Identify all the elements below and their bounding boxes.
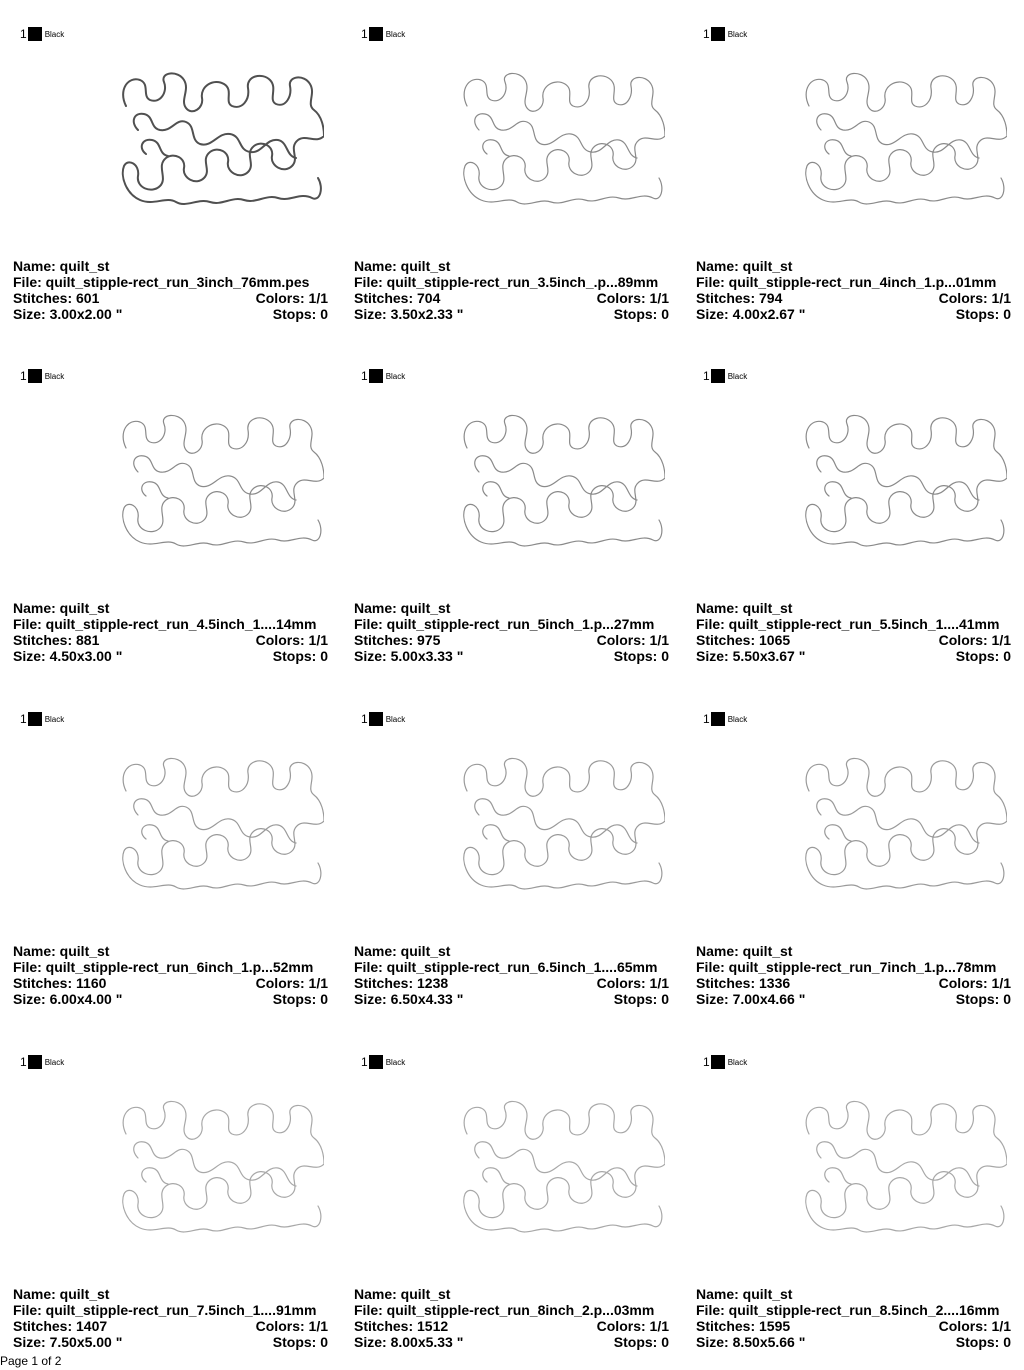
design-card: [341, 685, 683, 1027]
design-size: Size: 3.00x2.00 ": [13, 306, 123, 322]
stipple-design-preview: [461, 412, 665, 552]
design-info: [354, 258, 669, 322]
stipple-design-preview: [803, 412, 1007, 552]
design-file: File: quilt_stipple-rect_run_7.5inch_1....91mm: [13, 1302, 317, 1318]
design-colors: Colors: 1/1: [255, 975, 328, 991]
stipple-stitch-line: [464, 415, 665, 546]
stipple-stitch-line: [123, 415, 324, 546]
design-stops: Stops: 0: [613, 648, 669, 664]
design-info: [354, 943, 669, 1007]
thread-legend: [20, 26, 64, 42]
thread-color-name: Black: [385, 371, 406, 381]
design-card: [683, 1028, 1024, 1370]
design-stitches: Stitches: 1065: [696, 632, 791, 648]
design-info: [13, 1286, 328, 1350]
design-info: [354, 1286, 669, 1350]
design-card: [0, 342, 342, 684]
thread-color-swatch: [369, 712, 383, 726]
thread-color-name: Black: [44, 29, 65, 39]
design-name: Name: quilt_st: [354, 258, 451, 274]
design-info: [696, 258, 1011, 322]
design-size: Size: 8.00x5.33 ": [354, 1334, 464, 1350]
design-stops: Stops: 0: [272, 648, 328, 664]
design-name: Name: quilt_st: [354, 943, 451, 959]
design-info: [13, 258, 328, 322]
thread-color-swatch: [28, 1055, 42, 1069]
design-info: [13, 943, 328, 1007]
thread-number: 1: [361, 712, 368, 726]
design-stitches: Stitches: 601: [13, 290, 100, 306]
stipple-stitch-line: [123, 1101, 324, 1232]
stipple-pattern-image: [461, 412, 665, 552]
design-colors: Colors: 1/1: [596, 632, 669, 648]
design-file: File: quilt_stipple-rect_run_4.5inch_1....14mm: [13, 616, 317, 632]
thread-color-swatch: [711, 27, 725, 41]
design-card: [341, 342, 683, 684]
design-file: File: quilt_stipple-rect_run_8inch_2.p...03mm: [354, 1302, 655, 1318]
stipple-pattern-image: [461, 70, 665, 210]
design-card: [683, 685, 1024, 1027]
thread-number: 1: [703, 1055, 710, 1069]
design-stops: Stops: 0: [955, 1334, 1011, 1350]
design-size: Size: 8.50x5.66 ": [696, 1334, 806, 1350]
thread-color-swatch: [28, 712, 42, 726]
stipple-pattern-image: [803, 70, 1007, 210]
design-info: [696, 1286, 1011, 1350]
design-colors: Colors: 1/1: [596, 1318, 669, 1334]
design-size: Size: 5.00x3.33 ": [354, 648, 464, 664]
thread-number: 1: [361, 27, 368, 41]
design-size: Size: 6.00x4.00 ": [13, 991, 123, 1007]
thread-color-swatch: [369, 27, 383, 41]
design-colors: Colors: 1/1: [938, 632, 1011, 648]
design-stops: Stops: 0: [955, 648, 1011, 664]
thread-number: 1: [20, 27, 27, 41]
thread-color-swatch: [28, 27, 42, 41]
thread-color-name: Black: [44, 1057, 65, 1067]
thread-number: 1: [703, 27, 710, 41]
design-stitches: Stitches: 1238: [354, 975, 449, 991]
design-info: [354, 600, 669, 664]
design-name: Name: quilt_st: [354, 600, 451, 616]
design-stitches: Stitches: 1595: [696, 1318, 791, 1334]
stipple-stitch-line: [123, 758, 324, 889]
design-card: [683, 0, 1024, 342]
design-info: [696, 600, 1011, 664]
design-colors: Colors: 1/1: [938, 1318, 1011, 1334]
design-name: Name: quilt_st: [696, 943, 793, 959]
thread-legend: [20, 711, 64, 727]
thread-color-name: Black: [44, 371, 65, 381]
design-size: Size: 6.50x4.33 ": [354, 991, 464, 1007]
stipple-design-preview: [120, 755, 324, 895]
design-stops: Stops: 0: [272, 306, 328, 322]
thread-color-swatch: [711, 369, 725, 383]
thread-number: 1: [703, 369, 710, 383]
design-info: [13, 600, 328, 664]
thread-color-name: Black: [385, 1057, 406, 1067]
page-footer: Page 1 of 2: [0, 1354, 62, 1368]
stipple-design-preview: [120, 70, 324, 210]
design-stops: Stops: 0: [613, 306, 669, 322]
stipple-pattern-image: [803, 1098, 1007, 1238]
design-stops: Stops: 0: [613, 991, 669, 1007]
design-file: File: quilt_stipple-rect_run_3inch_76mm.pes: [13, 274, 310, 290]
design-name: Name: quilt_st: [13, 600, 110, 616]
thread-color-name: Black: [727, 29, 748, 39]
design-colors: Colors: 1/1: [596, 975, 669, 991]
design-file: File: quilt_stipple-rect_run_3.5inch_.p...89mm: [354, 274, 659, 290]
design-name: Name: quilt_st: [13, 1286, 110, 1302]
thread-legend: [20, 368, 64, 384]
thread-color-swatch: [369, 1055, 383, 1069]
stipple-stitch-line: [806, 1101, 1007, 1232]
thread-color-name: Black: [44, 714, 65, 724]
design-stops: Stops: 0: [613, 1334, 669, 1350]
stipple-stitch-line: [464, 758, 665, 889]
thread-color-swatch: [711, 712, 725, 726]
design-colors: Colors: 1/1: [255, 290, 328, 306]
thread-legend: [361, 711, 405, 727]
design-name: Name: quilt_st: [354, 1286, 451, 1302]
stipple-design-preview: [461, 70, 665, 210]
thread-legend: [703, 368, 747, 384]
thread-number: 1: [361, 1055, 368, 1069]
stipple-design-preview: [120, 1098, 324, 1238]
thread-color-swatch: [369, 369, 383, 383]
stipple-stitch-line: [806, 758, 1007, 889]
design-colors: Colors: 1/1: [938, 975, 1011, 991]
design-size: Size: 5.50x3.67 ": [696, 648, 806, 664]
stipple-pattern-image: [461, 1098, 665, 1238]
design-colors: Colors: 1/1: [938, 290, 1011, 306]
design-stops: Stops: 0: [955, 306, 1011, 322]
stipple-pattern-image: [803, 755, 1007, 895]
thread-number: 1: [20, 1055, 27, 1069]
stipple-design-preview: [461, 1098, 665, 1238]
design-card: [0, 0, 342, 342]
design-stitches: Stitches: 975: [354, 632, 441, 648]
design-name: Name: quilt_st: [696, 600, 793, 616]
design-size: Size: 4.50x3.00 ": [13, 648, 123, 664]
thread-number: 1: [20, 712, 27, 726]
stipple-pattern-image: [803, 412, 1007, 552]
design-card: [341, 0, 683, 342]
thread-legend: [361, 26, 405, 42]
thread-color-name: Black: [385, 714, 406, 724]
design-card: [341, 1028, 683, 1370]
design-name: Name: quilt_st: [696, 1286, 793, 1302]
design-stitches: Stitches: 1407: [13, 1318, 108, 1334]
design-stops: Stops: 0: [955, 991, 1011, 1007]
design-stitches: Stitches: 1160: [13, 975, 107, 991]
design-stitches: Stitches: 1512: [354, 1318, 449, 1334]
design-colors: Colors: 1/1: [596, 290, 669, 306]
design-file: File: quilt_stipple-rect_run_7inch_1.p...78mm: [696, 959, 997, 975]
design-name: Name: quilt_st: [696, 258, 793, 274]
design-name: Name: quilt_st: [13, 943, 110, 959]
design-file: File: quilt_stipple-rect_run_5inch_1.p...27mm: [354, 616, 655, 632]
stipple-design-preview: [803, 1098, 1007, 1238]
design-size: Size: 3.50x2.33 ": [354, 306, 464, 322]
design-size: Size: 4.00x2.67 ": [696, 306, 806, 322]
stipple-pattern-image: [120, 755, 324, 895]
thread-color-swatch: [711, 1055, 725, 1069]
design-info: [696, 943, 1011, 1007]
stipple-pattern-image: [120, 1098, 324, 1238]
thread-number: 1: [703, 712, 710, 726]
stipple-design-preview: [803, 755, 1007, 895]
design-colors: Colors: 1/1: [255, 1318, 328, 1334]
stipple-stitch-line: [806, 415, 1007, 546]
stipple-stitch-line: [806, 73, 1007, 204]
thread-legend: [361, 368, 405, 384]
design-stitches: Stitches: 794: [696, 290, 783, 306]
stipple-stitch-line: [123, 73, 324, 204]
thread-number: 1: [20, 369, 27, 383]
design-card: [0, 1028, 342, 1370]
design-colors: Colors: 1/1: [255, 632, 328, 648]
design-size: Size: 7.00x4.66 ": [696, 991, 806, 1007]
stipple-pattern-image: [120, 70, 324, 210]
design-card: [683, 342, 1024, 684]
stipple-design-preview: [803, 70, 1007, 210]
thread-color-name: Black: [727, 714, 748, 724]
stipple-pattern-image: [120, 412, 324, 552]
thread-legend: [20, 1054, 64, 1070]
thread-legend: [361, 1054, 405, 1070]
design-size: Size: 7.50x5.00 ": [13, 1334, 123, 1350]
design-stitches: Stitches: 1336: [696, 975, 791, 991]
stipple-design-preview: [120, 412, 324, 552]
design-file: File: quilt_stipple-rect_run_6.5inch_1....65mm: [354, 959, 658, 975]
thread-color-swatch: [28, 369, 42, 383]
design-file: File: quilt_stipple-rect_run_6inch_1.p...52mm: [13, 959, 314, 975]
thread-color-name: Black: [727, 1057, 748, 1067]
thread-legend: [703, 711, 747, 727]
thread-color-name: Black: [385, 29, 406, 39]
thread-legend: [703, 26, 747, 42]
thread-legend: [703, 1054, 747, 1070]
design-stitches: Stitches: 704: [354, 290, 441, 306]
design-file: File: quilt_stipple-rect_run_5.5inch_1....41mm: [696, 616, 1000, 632]
design-card: [0, 685, 342, 1027]
stipple-stitch-line: [464, 73, 665, 204]
stipple-stitch-line: [464, 1101, 665, 1232]
design-stops: Stops: 0: [272, 991, 328, 1007]
design-file: File: quilt_stipple-rect_run_8.5inch_2....16mm: [696, 1302, 1000, 1318]
design-name: Name: quilt_st: [13, 258, 110, 274]
design-stitches: Stitches: 881: [13, 632, 100, 648]
design-file: File: quilt_stipple-rect_run_4inch_1.p...01mm: [696, 274, 997, 290]
stipple-design-preview: [461, 755, 665, 895]
thread-color-name: Black: [727, 371, 748, 381]
stipple-pattern-image: [461, 755, 665, 895]
design-stops: Stops: 0: [272, 1334, 328, 1350]
thread-number: 1: [361, 369, 368, 383]
